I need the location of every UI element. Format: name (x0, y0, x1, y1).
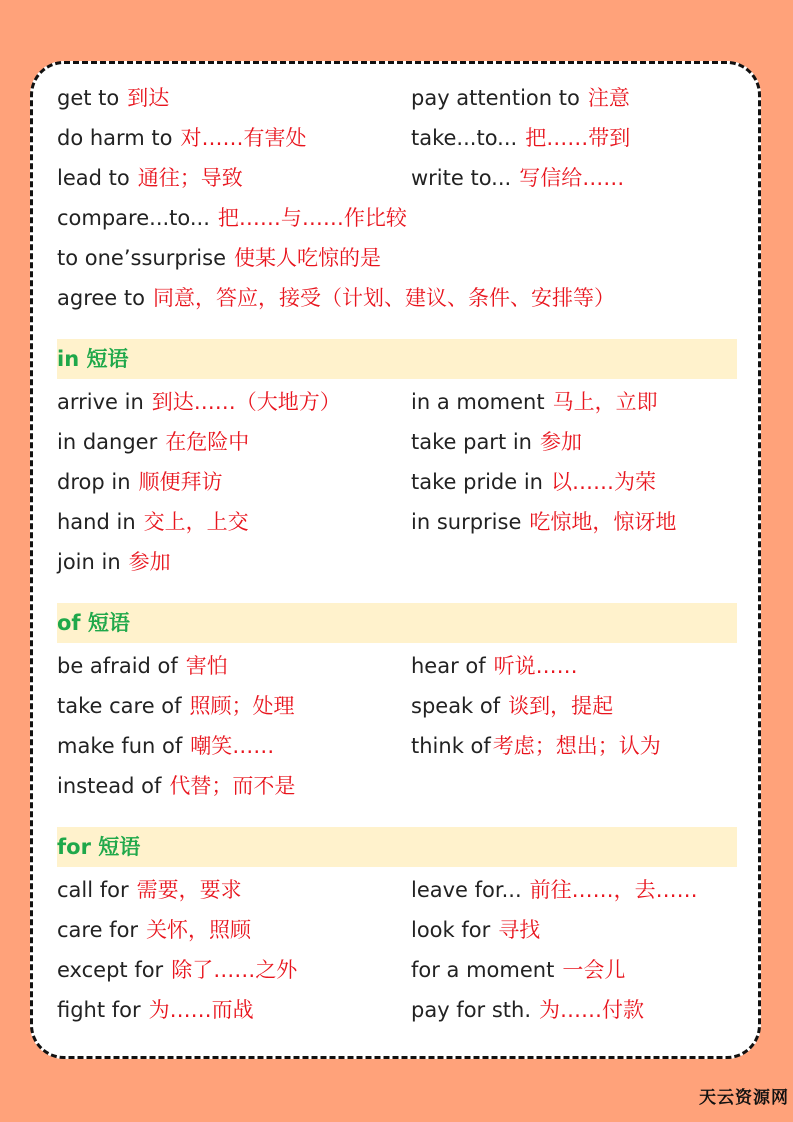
phrase-en: take pride in (411, 470, 543, 494)
phrase-en: drop in (57, 470, 131, 494)
phrase-zh: 交上，上交 (143, 510, 249, 534)
phrase-zh: 注意 (587, 86, 630, 110)
phrase-en: hear of (411, 654, 486, 678)
phrase-item (411, 950, 737, 990)
phrase-item (57, 158, 411, 198)
phrase-zh: 以……为荣 (550, 470, 656, 494)
phrase-zh: 前往……，去…… (529, 878, 698, 902)
phrase-item (57, 78, 411, 118)
phrase-item (57, 278, 737, 318)
phrase-zh: 代替；而不是 (169, 774, 296, 798)
phrase-en: arrive in (57, 390, 144, 414)
phrase-zh: 到达 (127, 86, 170, 110)
section-header-of: of 短语 (57, 603, 737, 643)
phrase-zh: 关怀，照顾 (146, 918, 252, 942)
phrase-zh: 照顾；处理 (189, 694, 295, 718)
phrase-item (411, 382, 737, 422)
phrase-item (57, 198, 737, 238)
phrase-zh: 写信给…… (519, 166, 625, 190)
section-of (57, 646, 737, 806)
phrase-item (411, 502, 737, 542)
site-watermark: 天云资源网 (699, 1088, 789, 1108)
phrase-zh: 在危险中 (165, 430, 250, 454)
phrase-item (57, 726, 411, 766)
phrase-en: fight for (57, 998, 141, 1022)
phrase-item (57, 990, 411, 1030)
phrase-en: in surprise (411, 510, 522, 534)
phrase-item (57, 910, 411, 950)
phrase-zh: 为……付款 (539, 998, 645, 1022)
phrase-item (57, 542, 737, 582)
phrase-en: care for (57, 918, 139, 942)
phrase-item (57, 462, 411, 502)
phrase-en: in danger (57, 430, 158, 454)
phrase-zh: 同意，答应，接受（计划、建议、条件、安排等） (152, 286, 615, 310)
phrase-item (57, 118, 411, 158)
phrase-zh: 害怕 (185, 654, 228, 678)
phrase-item (411, 910, 737, 950)
phrase-list (57, 78, 737, 1030)
phrase-item (411, 990, 737, 1030)
phrase-zh: 对……有害处 (180, 126, 307, 150)
phrase-en: for a moment (411, 958, 555, 982)
phrase-item (411, 870, 737, 910)
section-header-for: for 短语 (57, 827, 737, 867)
phrase-en: except for (57, 958, 164, 982)
phrase-en: write to... (411, 166, 512, 190)
section-to (57, 78, 737, 318)
phrase-en: make fun of (57, 734, 183, 758)
phrase-en: get to (57, 86, 120, 110)
phrase-item (57, 870, 411, 910)
phrase-zh: 吃惊地，惊讶地 (529, 510, 677, 534)
phrase-zh: 听说…… (493, 654, 578, 678)
phrase-zh: 通往；导致 (137, 166, 243, 190)
phrase-zh: 顺便拜访 (138, 470, 223, 494)
phrase-zh: 到达……（大地方） (151, 390, 341, 414)
phrase-item (411, 118, 737, 158)
phrase-item (57, 238, 737, 278)
phrase-en: look for (411, 918, 491, 942)
phrase-en: hand in (57, 510, 136, 534)
phrase-item (57, 646, 411, 686)
phrase-zh: 一会儿 (562, 958, 626, 982)
section-header-in: in 短语 (57, 339, 737, 379)
phrase-en: think of (411, 734, 491, 758)
phrase-zh: 马上，立即 (552, 390, 658, 414)
phrase-zh: 除了……之外 (171, 958, 298, 982)
phrase-item (57, 950, 411, 990)
phrase-en: join in (57, 550, 121, 574)
phrase-item (411, 422, 737, 462)
phrase-en: take...to... (411, 126, 518, 150)
phrase-item (411, 78, 737, 118)
phrase-en: pay attention to (411, 86, 580, 110)
phrase-zh: 参加 (128, 550, 171, 574)
phrase-en: pay for sth. (411, 998, 532, 1022)
phrase-zh: 为……而战 (148, 998, 254, 1022)
phrase-item (411, 646, 737, 686)
phrase-en: compare...to... (57, 206, 210, 230)
phrase-item (57, 766, 737, 806)
phrase-en: leave for... (411, 878, 522, 902)
phrase-zh: 需要，要求 (136, 878, 242, 902)
phrase-en: call for (57, 878, 129, 902)
phrase-zh: 嘲笑…… (190, 734, 275, 758)
phrase-item (57, 502, 411, 542)
phrase-item (57, 422, 411, 462)
phrase-en: lead to (57, 166, 130, 190)
section-for (57, 870, 737, 1030)
phrase-en: speak of (411, 694, 501, 718)
phrase-zh: 考虑；想出；认为 (492, 734, 661, 758)
phrase-item (411, 686, 737, 726)
phrase-zh: 寻找 (498, 918, 541, 942)
phrase-zh: 谈到，提起 (508, 694, 614, 718)
phrase-en: in a moment (411, 390, 545, 414)
phrase-en: be afraid of (57, 654, 178, 678)
phrase-zh: 使某人吃惊的是 (234, 246, 381, 270)
phrase-zh: 把……与……作比较 (217, 206, 407, 230)
phrase-item (411, 462, 737, 502)
phrase-item (57, 686, 411, 726)
phrase-item (411, 726, 737, 766)
phrase-en: do harm to (57, 126, 173, 150)
phrase-en: take part in (411, 430, 532, 454)
phrase-zh: 参加 (540, 430, 582, 454)
phrase-item (411, 158, 737, 198)
phrase-en: to one’ssurprise (57, 246, 226, 270)
phrase-item (57, 382, 411, 422)
phrase-en: agree to (57, 286, 145, 310)
phrase-zh: 把……带到 (525, 126, 631, 150)
section-in (57, 382, 737, 582)
phrase-en: take care of (57, 694, 182, 718)
phrase-en: instead of (57, 774, 162, 798)
